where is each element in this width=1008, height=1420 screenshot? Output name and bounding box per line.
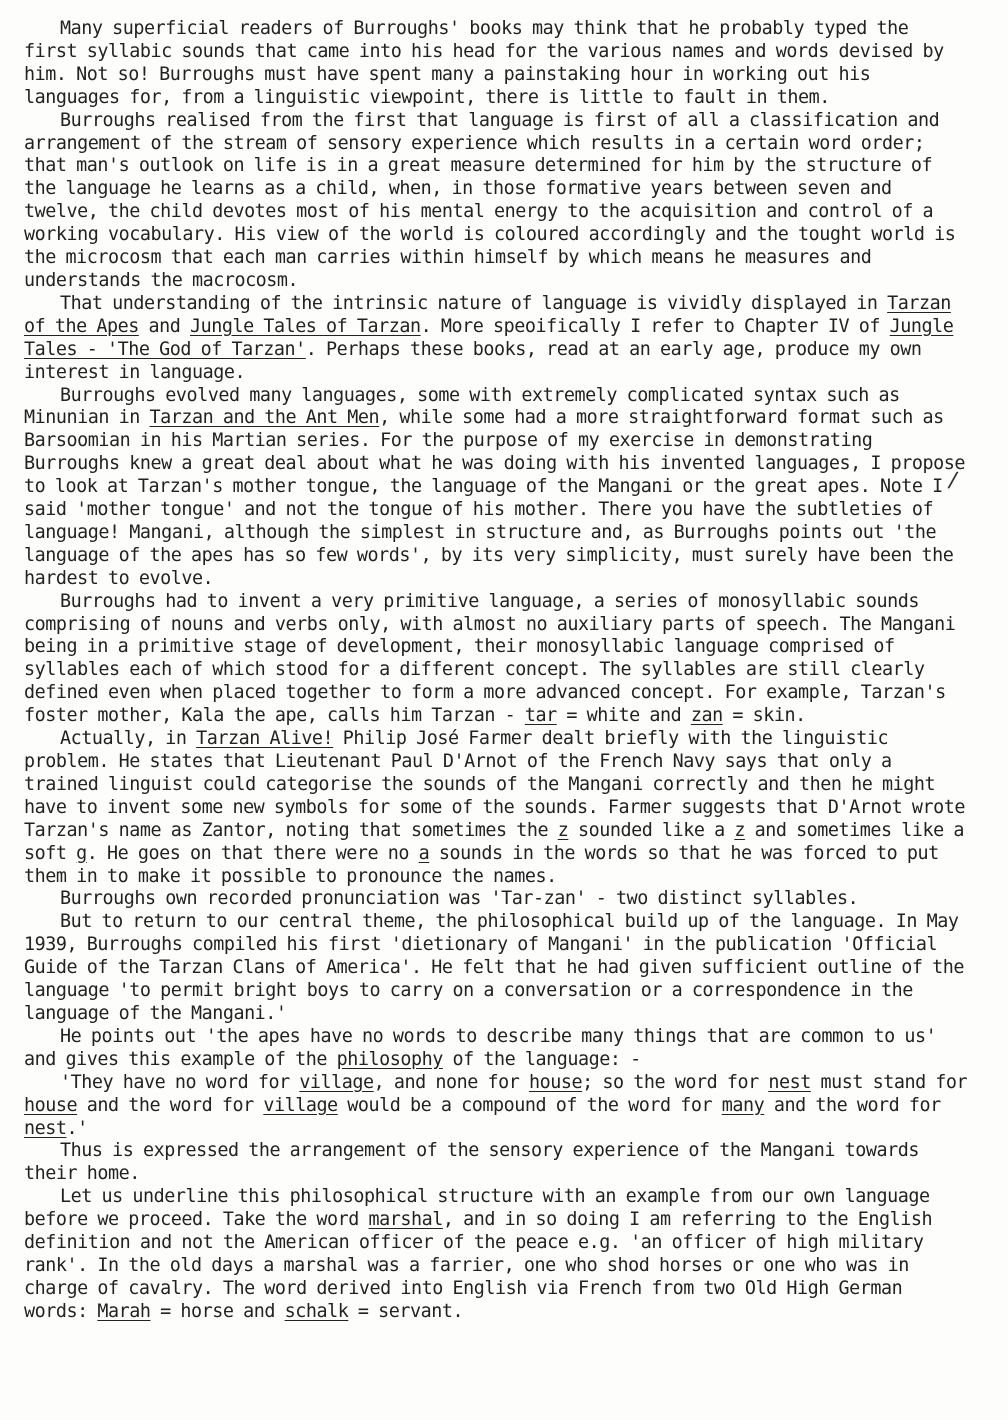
underlined-text: a	[418, 842, 430, 864]
paragraph	[24, 1026, 968, 1072]
text-run: Burroughs had to invent a very primitive language, a series of monosyllabic sounds comprising of nouns and verbs only, with almost no auxiliary parts of speech. The Mangani being in a primitive stage of development, their monosyllabic language comprised of syllables each of which stood for a different concept. The syllables are still clearly defined even when placed together to form a more advanced concept. For example, Tarzan's foster mother, Kala the ape, calls him Tarzan -	[24, 590, 956, 727]
text-run: Actually, in	[60, 728, 197, 750]
underlined-text: house	[529, 1071, 583, 1093]
text-run: sounded like a	[568, 819, 735, 841]
text-run: Thus is expressed the arrangement of the sensory experience of the Mangani towards their home.	[24, 1140, 920, 1185]
text-run: , and in so doing I am referring to the English definition and not the American officer of the peace e.g. 'an officer of high military rank'. In the old days a marshal was a farrier, one who shod horses or one who was in charge of cavalry. The word derived into English via French from two Old High German words:	[24, 1209, 933, 1322]
underlined-text: Tarzan and the Ant Men	[149, 407, 380, 429]
underlined-text: schalk	[284, 1300, 349, 1322]
text-run: . He goes on that there were no	[86, 842, 419, 864]
underlined-text: nest	[24, 1117, 67, 1139]
underlined-text: Jungle Tales of Tarzan	[189, 315, 421, 337]
document-body	[24, 18, 968, 1324]
underlined-text: many	[721, 1094, 765, 1116]
paragraph	[24, 591, 968, 728]
text-run: must stand for	[810, 1071, 968, 1093]
text-run: and	[138, 315, 190, 337]
underlined-text: marshal	[368, 1209, 443, 1231]
text-run: of the language: -	[442, 1048, 641, 1070]
text-run: = skin.	[722, 705, 806, 727]
text-run: 'They have no word for	[60, 1071, 300, 1093]
text-run: Burroughs own recorded pronunciation was 'Tar-zan' - two distinct syllables.	[60, 888, 859, 910]
underlined-text: village	[299, 1071, 374, 1093]
paragraph	[24, 728, 968, 888]
text-run: ; so the word for	[582, 1071, 769, 1093]
text-run: But to return to our central theme, the philosophical build up of the language. In May 1939, Burroughs compiled his first 'dietionary of Mangani' in the publication 'Official Guide of the Tarzan Clans of America'. He felt that he had given sufficient outline of the language 'to permit bright boys to carry on a conversation or a correspondence in the language of the Mangani.'	[24, 911, 964, 1024]
underlined-text: z	[734, 819, 745, 841]
text-run: He points out 'the apes have no words to describe many things that are common to us' and gives this example of the	[24, 1025, 937, 1070]
text-run: Let us underline this philosophical structure with an example from our own language before we proceed. Take the word	[24, 1186, 930, 1231]
underlined-text: nest	[768, 1071, 811, 1093]
paragraph	[24, 911, 968, 1026]
underlined-text: tar	[524, 705, 557, 727]
paragraph	[24, 1072, 968, 1141]
paragraph	[24, 1140, 968, 1186]
paragraph	[24, 888, 968, 911]
paragraph	[24, 18, 968, 110]
underlined-text: zan	[690, 705, 723, 727]
text-run: That understanding of the intrinsic nature of language is vividly displayed in	[60, 292, 888, 314]
underlined-text: village	[263, 1094, 338, 1116]
text-run: Philip José Farmer dealt briefly with the linguistic problem. He states that Lieutenant Paul D'Arnot of the French Navy says that only a trained linguist could categorise the sounds of the Mangani correctly and then he might have to invent some new symbols for some of the sounds. Farmer suggests that D'Arnot wrote Tarzan's name as Zantor, noting that sometimes the	[24, 728, 965, 841]
underlined-text: house	[24, 1094, 78, 1116]
text-run: = white and	[556, 705, 691, 727]
underlined-text: Tarzan Alive!	[196, 728, 334, 750]
text-run: = servant.	[348, 1300, 464, 1322]
paragraph	[24, 110, 968, 293]
underlined-text: z	[557, 819, 569, 841]
text-run: sounds in the words so that he was forced to put them in to make it possible to pronounce the names.	[24, 842, 939, 887]
underlined-text: Tarzan of the Apes	[24, 292, 951, 337]
text-run: and the word for	[77, 1094, 264, 1116]
text-run: Many superficial readers of Burroughs' books may think that he probably typed the first syllabic sounds that came into his head for the various names and words devised by him. Not so! Burroughs must have spent many a painstaking hour in working out his languages for, from a linguistic viewpoint, there is little to fault in them.	[24, 18, 944, 108]
text-run: and sometimes like a soft	[24, 819, 965, 864]
text-run: would be a compound of the word for	[337, 1094, 722, 1116]
text-run: Burroughs evolved many languages, some with extremely complicated syntax such as Minunian in	[24, 384, 900, 429]
text-run: .'	[66, 1117, 88, 1139]
underlined-text: Marah	[97, 1300, 151, 1322]
text-run: and the word for	[764, 1094, 941, 1116]
text-run: Burroughs realised from the first that language is first of all a classification and arrangement of the stream of sensory experience which results in a certain word order; that man's outlook on life is in a great measure determined for him by the structure of the language he learns as a child, when, in those formative years between seven and twelve, the child devotes most of his mental energy to the acquisition and control of a working vocabulary. His view of the world is coloured accordingly and the tought world is the microcosm that each man carries within himself by which means he measures and understands the macrocosm.	[24, 109, 956, 291]
paragraph	[24, 293, 968, 385]
text-run: . More speoifically I refer to Chapter IV of	[420, 315, 890, 337]
text-run: = horse and	[150, 1300, 285, 1322]
margin-pencil-mark: /	[946, 467, 959, 494]
text-run: , and none for	[373, 1071, 530, 1093]
text-run: . Perhaps these books, read at an early age, produce my own interest in language.	[24, 338, 922, 383]
underlined-text: Jungle Tales - 'The God of Tarzan'	[24, 315, 954, 360]
paragraph	[24, 385, 968, 591]
underlined-text: philosophy	[336, 1048, 443, 1070]
text-run: , while some had a more straightforward format such as Barsoomian in his Martian series. For the purpose of my exercise in demonstrating Burroughs knew a great deal about what he was doing with his invented languages, I propose to look at Tarzan's mother tongue, the language of the Mangani or the great apes. Note I said 'mother tongue' and not the tongue of his mother. There you have the subtleties of language! Mangani, although the simplest in structure and, as Burroughs points out 'the language of the apes has so few words', by its very simplicity, must surely have been the hardest to evolve.	[24, 407, 965, 589]
paragraph	[24, 1186, 968, 1323]
underlined-text: g	[76, 842, 87, 864]
